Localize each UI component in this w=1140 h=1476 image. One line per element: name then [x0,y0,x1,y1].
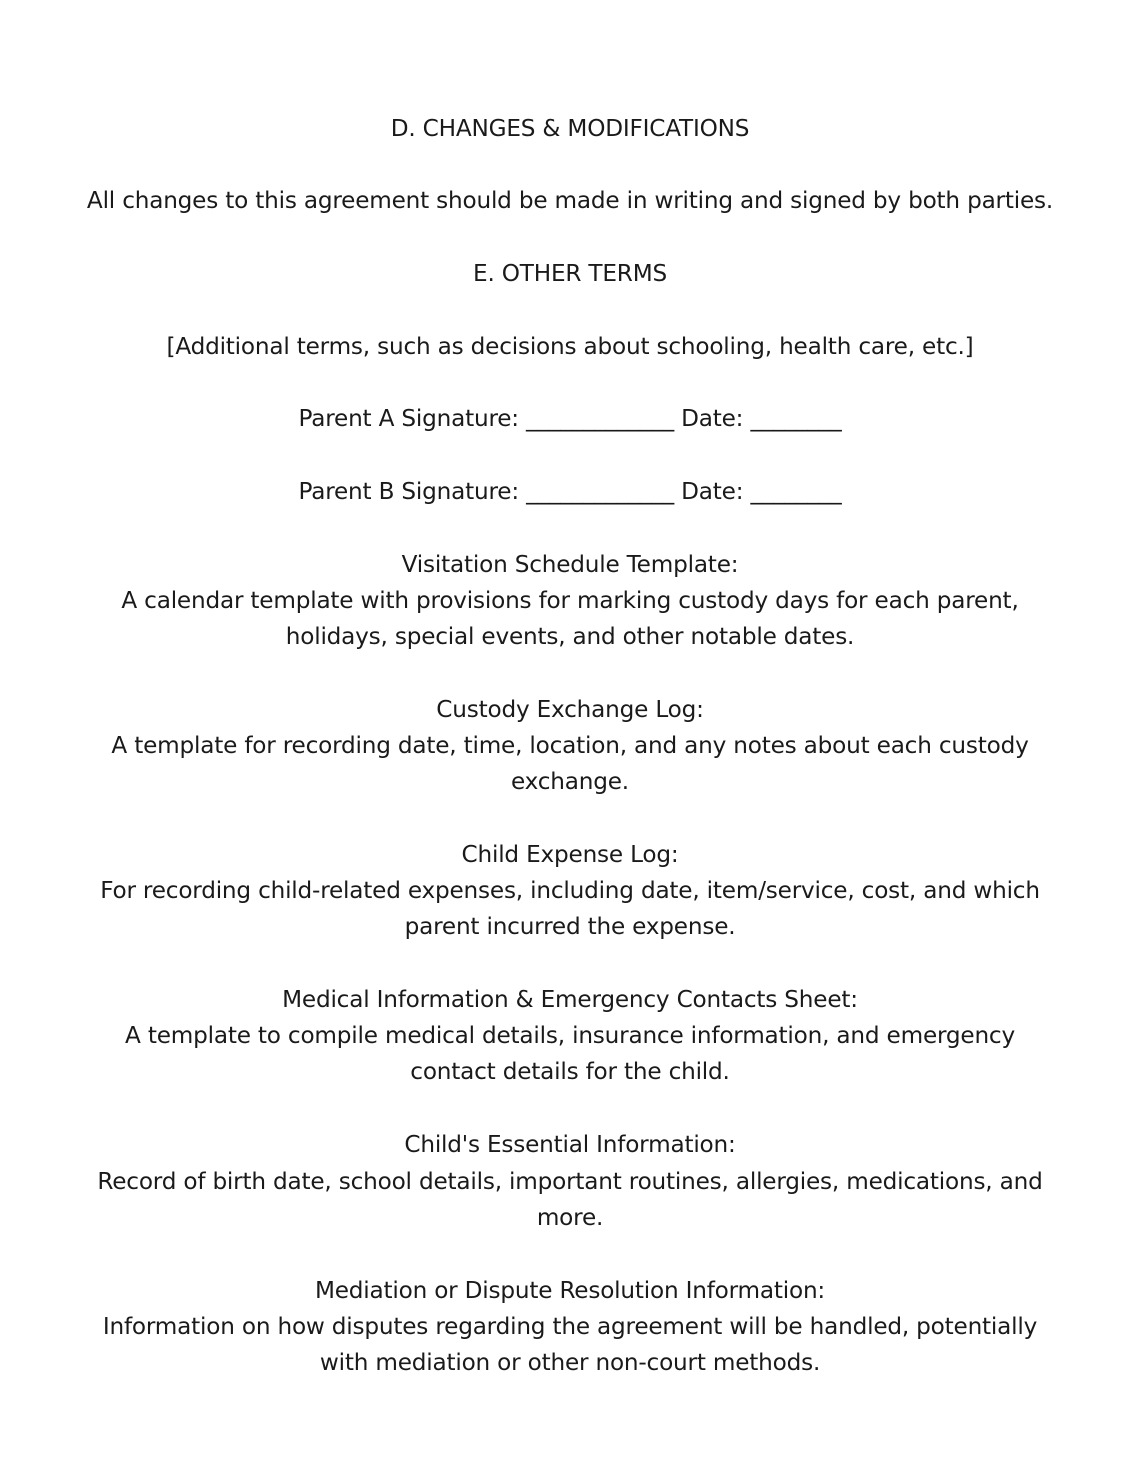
template-desc-medical-line1: A template to compile medical details, insurance information, and emergency [125,1023,1015,1049]
template-desc-visitation-line1: A calendar template with provisions for marking custody days for each parent, [121,588,1019,614]
template-desc-mediation-line2: with mediation or other non-court methods. [319,1350,821,1376]
template-title-mediation: Mediation or Dispute Resolution Information: [314,1278,826,1304]
template-desc-mediation-line1: Information on how disputes regarding the agreement will be handled, potentially [102,1314,1038,1340]
template-title-medical: Medical Information & Emergency Contacts Sheet: [282,987,858,1013]
template-desc-visitation-line2: holidays, special events, and other notable dates. [285,624,855,650]
section-e-heading: E. OTHER TERMS [473,261,667,287]
template-desc-essential-info-line1: Record of birth date, school details, important routines, allergies, medications, and [97,1169,1043,1195]
section-e-body: [Additional terms, such as decisions about schooling, health care, etc.] [166,334,974,360]
template-title-essential-info: Child's Essential Information: [404,1132,736,1158]
parent-b-signature-line: Parent B Signature: _____________ Date: ________ [298,479,842,505]
template-desc-custody-exchange-line1: A template for recording date, time, location, and any notes about each custody [111,733,1029,759]
template-desc-child-expense-line2: parent incurred the expense. [404,914,736,940]
template-desc-essential-info-line2: more. [536,1205,604,1231]
template-desc-child-expense-line1: For recording child-related expenses, including date, item/service, cost, and which [100,878,1040,904]
parent-a-signature-line: Parent A Signature: _____________ Date: ________ [298,406,842,432]
template-title-visitation: Visitation Schedule Template: [401,552,739,578]
template-title-child-expense: Child Expense Log: [461,842,679,868]
section-d-body: All changes to this agreement should be made in writing and signed by both parties. [86,188,1054,214]
template-desc-medical-line2: contact details for the child. [410,1059,730,1085]
template-title-custody-exchange: Custody Exchange Log: [436,697,704,723]
section-d-heading: D. CHANGES & MODIFICATIONS [390,116,750,142]
template-desc-custody-exchange-line2: exchange. [511,769,629,795]
